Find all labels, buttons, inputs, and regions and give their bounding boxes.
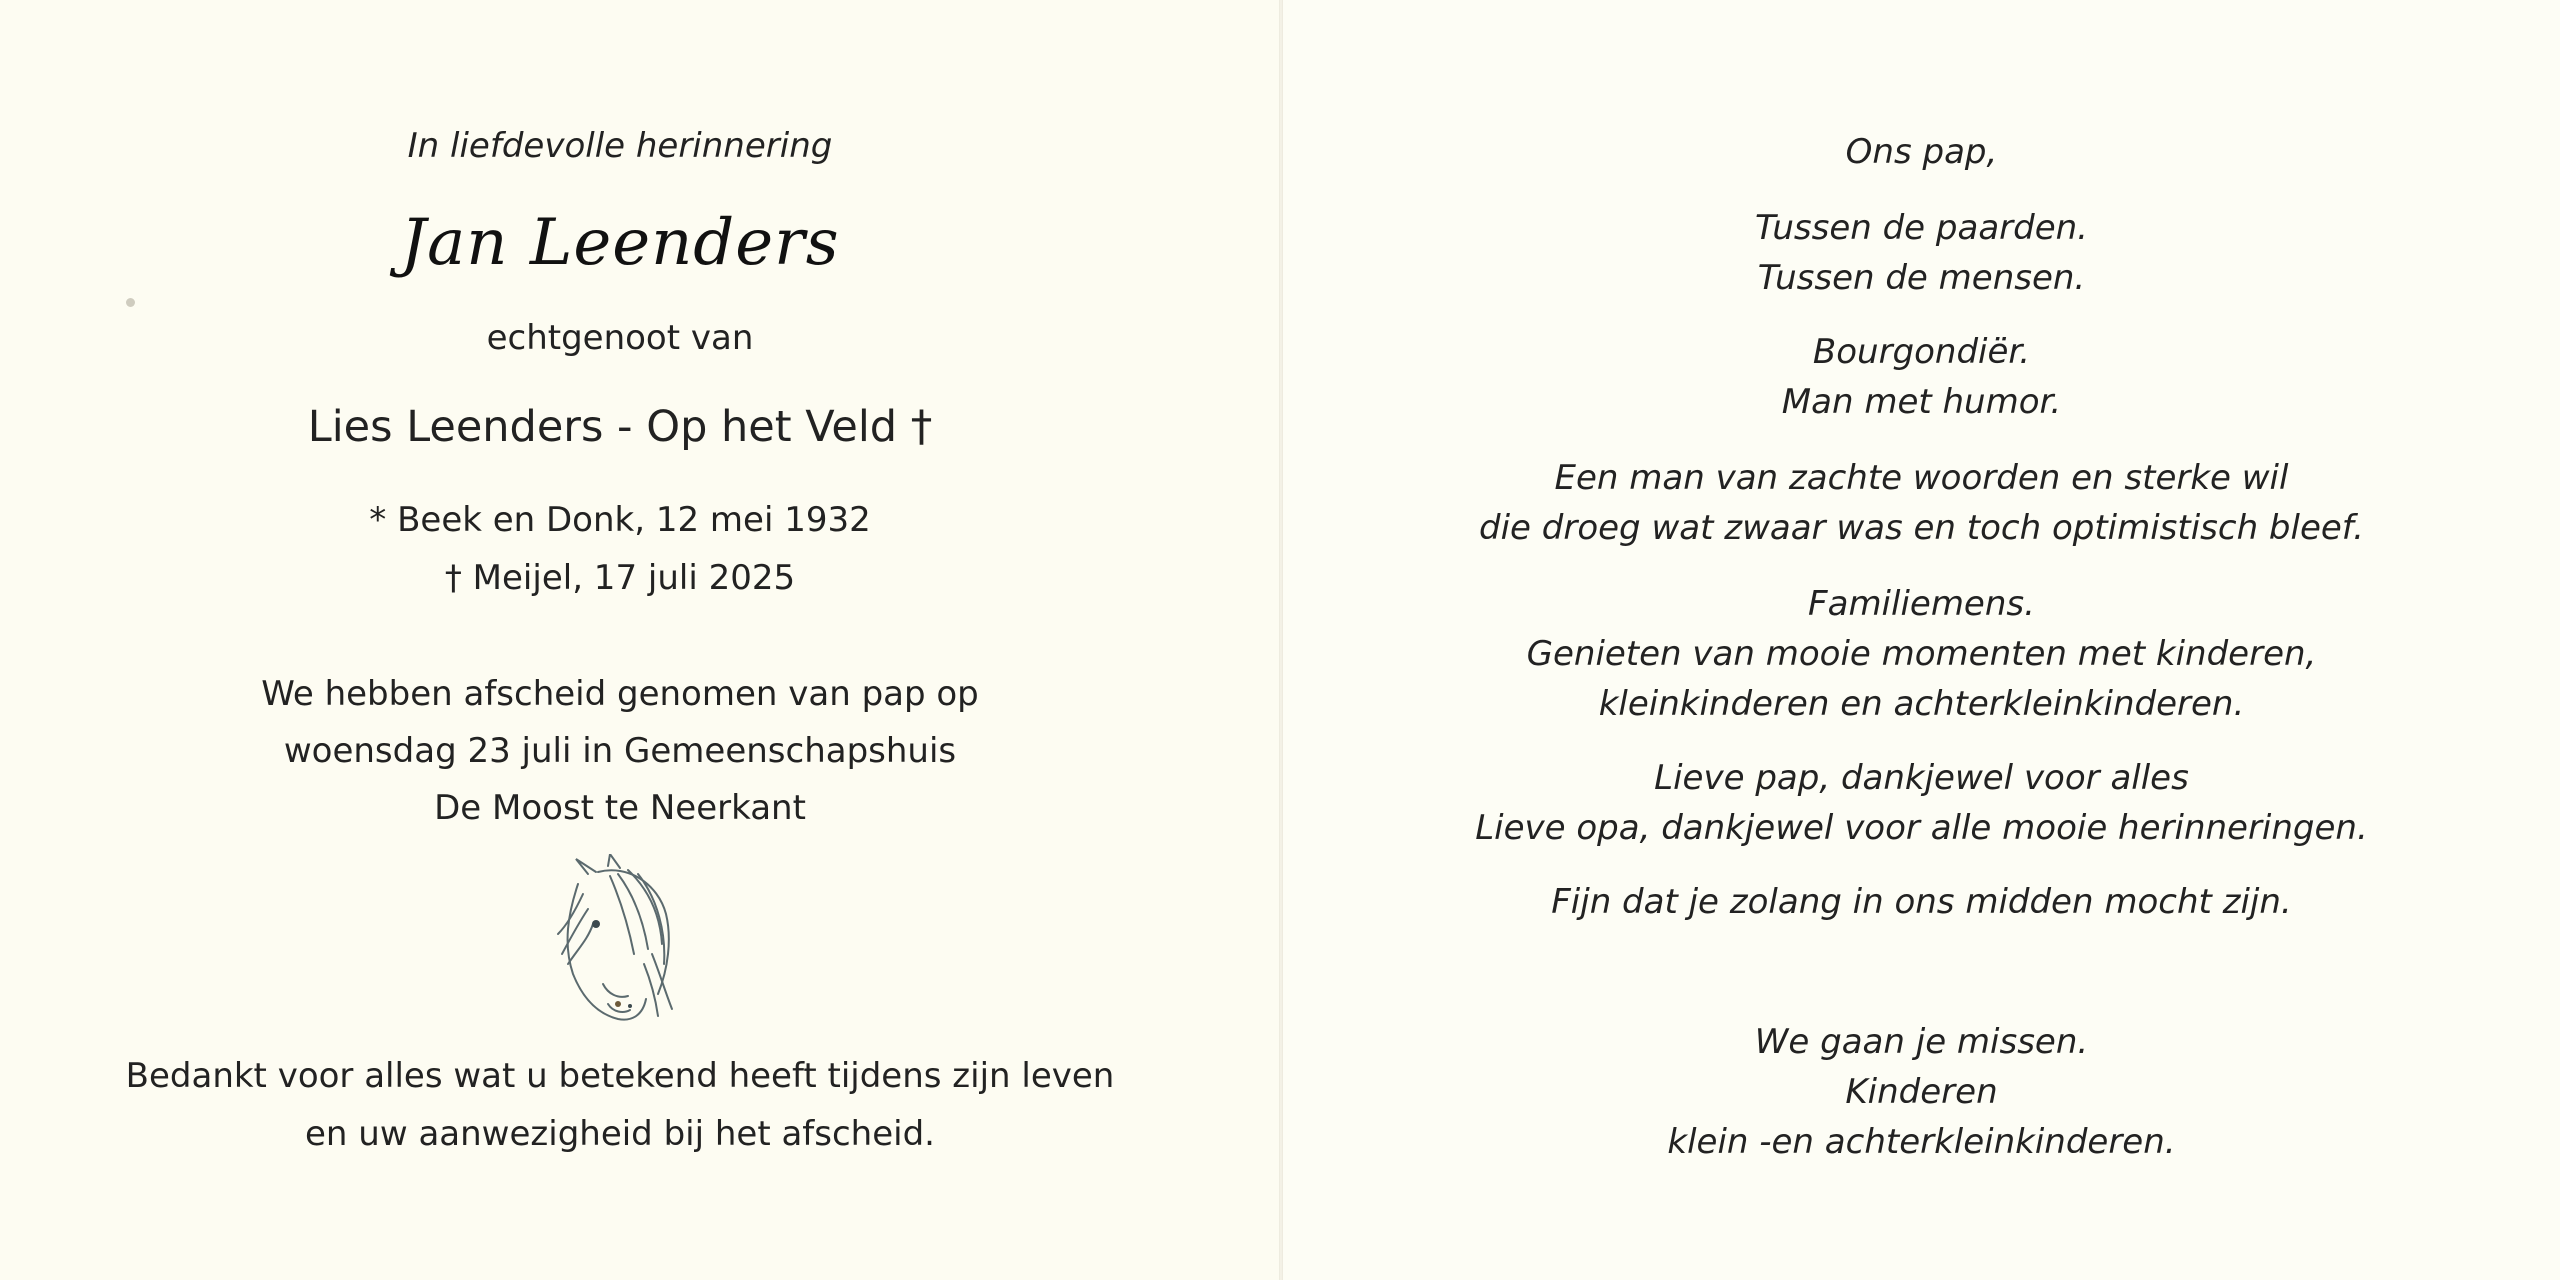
intro-text: In liefdevolle herinnering	[407, 126, 833, 166]
thanks-line: en uw aanwezigheid bij het afscheid.	[305, 1114, 935, 1154]
farewell-line: We hebben afscheid genomen van pap op	[261, 674, 979, 714]
spouse-name: Lies Leenders - Op het Veld †	[307, 402, 933, 452]
poem-line: Genieten van mooie momenten met kinderen,	[1526, 634, 2317, 674]
death-line: † Meijel, 17 juli 2025	[444, 558, 796, 598]
poem-line: klein -en achterkleinkinderen.	[1667, 1122, 2176, 1162]
horse-head-icon	[548, 854, 688, 1024]
farewell-line: woensdag 23 juli in Gemeenschapshuis	[283, 731, 957, 771]
poem-line: kleinkinderen en achterkleinkinderen.	[1598, 684, 2245, 724]
poem-line: die droeg wat zwaar was en toch optimistisch bleef.	[1479, 508, 2364, 548]
poem-line: Fijn dat je zolang in ons midden mocht zijn.	[1551, 882, 2292, 922]
poem-line: We gaan je missen.	[1754, 1022, 2089, 1062]
paper-speck	[126, 298, 135, 307]
poem-line: Tussen de paarden.	[1755, 208, 2088, 248]
poem-line: Tussen de mensen.	[1757, 258, 2086, 298]
farewell-line: De Moost te Neerkant	[434, 788, 806, 828]
birth-line: * Beek en Donk, 12 mei 1932	[369, 500, 871, 540]
poem-line: Familiemens.	[1808, 584, 2035, 624]
left-page	[0, 0, 1279, 1280]
spouse-intro: echtgenoot van	[486, 318, 754, 358]
thanks-line: Bedankt voor alles wat u betekend heeft tijdens zijn leven	[125, 1056, 1115, 1096]
poem-line: Bourgondiër.	[1812, 332, 2031, 372]
poem-line: Lieve pap, dankjewel voor alles	[1654, 758, 2189, 798]
poem-line: Een man van zachte woorden en sterke wil	[1554, 458, 2289, 498]
deceased-name: Jan Leenders	[400, 206, 840, 280]
poem-line: Man met humor.	[1781, 382, 2062, 422]
poem-line: Lieve opa, dankjewel voor alle mooie herinneringen.	[1475, 808, 2368, 848]
poem-line: Ons pap,	[1845, 132, 1998, 172]
poem-line: Kinderen	[1845, 1072, 1998, 1112]
right-page	[1283, 0, 2560, 1280]
